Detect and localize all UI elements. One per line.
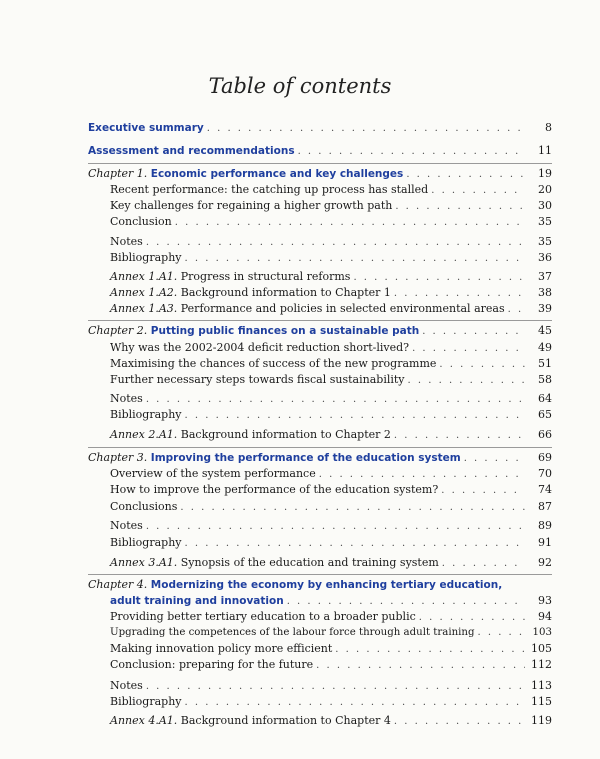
toc-entry-bibliography[interactable]: [110, 695, 552, 710]
toc-entry-label: [88, 578, 502, 592]
toc-entry[interactable]: [110, 199, 552, 214]
divider: [88, 574, 552, 575]
toc-page-number: 35: [538, 215, 552, 228]
leader-dots: [394, 287, 525, 301]
toc-page-number: 70: [538, 467, 552, 480]
leader-dots: [508, 303, 525, 317]
toc-page-number: 87: [538, 500, 552, 513]
toc-page-number: 119: [531, 714, 552, 727]
toc-chapter-1[interactable]: [88, 167, 552, 182]
toc-entry-label: Providing better tertiary education to a broader public: [110, 610, 416, 623]
annex-title: Background information to Chapter 1: [180, 286, 391, 299]
annex-title: Background information to Chapter 2: [180, 428, 391, 441]
toc-entry-label: Bibliography: [110, 536, 182, 549]
leader-dots: [441, 484, 525, 498]
toc-entry-label: [88, 167, 403, 181]
divider: [88, 320, 552, 321]
toc-page-number: 38: [538, 286, 552, 299]
toc-entry-notes[interactable]: [110, 679, 552, 694]
annex-title: Synopsis of the education and training system: [180, 556, 439, 569]
toc-page-number: 19: [538, 167, 552, 180]
toc-page-number: 94: [538, 610, 552, 623]
toc-page-number: 91: [538, 536, 552, 549]
chapter-title: Modernizing the economy by enhancing tertiary education,: [150, 579, 503, 591]
leader-dots: [464, 452, 525, 466]
toc-entry[interactable]: [110, 483, 552, 498]
chapter-prefix: Chapter 3.: [88, 451, 151, 464]
toc-entry-label: Notes: [110, 235, 143, 248]
chapter-prefix: Chapter 2.: [88, 324, 151, 337]
toc-page-number: 112: [531, 658, 552, 671]
toc-entry[interactable]: [110, 467, 552, 482]
toc-entry[interactable]: [110, 642, 552, 657]
page-title: Table of contents: [208, 74, 392, 98]
toc-page-number: 89: [538, 519, 552, 532]
toc-entry-label: Making innovation policy more efficient: [110, 642, 333, 655]
toc-entry-label: Notes: [110, 392, 143, 405]
toc-page-number: 92: [538, 556, 552, 569]
toc-entry-label: Conclusion: preparing for the future: [110, 658, 314, 671]
toc-entry-label: Recent performance: the catching up process has stalled: [110, 183, 429, 196]
toc-page-number: 51: [538, 357, 552, 370]
leader-dots: [180, 501, 525, 515]
chapter-prefix: Chapter 1.: [88, 167, 151, 180]
toc-page-number: 37: [538, 270, 552, 283]
toc-entry-label: Bibliography: [110, 695, 182, 708]
annex-title: Performance and policies in selected environmental areas: [180, 302, 505, 315]
toc-entry-annex[interactable]: [110, 302, 552, 317]
toc-entry-label: Bibliography: [110, 408, 182, 421]
toc-page-number: 93: [538, 594, 552, 607]
toc-entry-label: Notes: [110, 679, 143, 692]
toc-entry-label: How to improve the performance of the education system?: [110, 483, 439, 496]
leader-dots: [316, 659, 525, 673]
leader-dots: [175, 216, 525, 230]
toc-page-number: 115: [531, 695, 552, 708]
leader-dots: [298, 145, 525, 159]
toc-entry[interactable]: [110, 183, 552, 198]
leader-dots: [394, 715, 525, 729]
toc-page-number: 74: [538, 483, 552, 496]
annex-prefix: Annex 3.A1.: [110, 556, 181, 569]
toc-entry-notes[interactable]: [110, 392, 552, 407]
toc-chapter-3[interactable]: [88, 451, 552, 466]
toc-entry[interactable]: [110, 626, 552, 640]
toc-entry-notes[interactable]: [110, 235, 552, 250]
toc-entry-annex[interactable]: [110, 286, 552, 301]
toc-entry-label: Assessment and recommendations: [88, 145, 295, 157]
annex-prefix: Annex 1.A3.: [110, 302, 181, 315]
leader-dots: [185, 252, 526, 266]
toc-entry-notes[interactable]: [110, 519, 552, 534]
chapter-prefix: Chapter 4.: [88, 578, 151, 591]
toc-entry-annex[interactable]: [110, 428, 552, 443]
toc-page-number: 103: [532, 627, 552, 638]
toc-entry-annex[interactable]: [110, 556, 552, 571]
toc-entry[interactable]: [110, 357, 552, 372]
chapter-title: Improving the performance of the education system: [150, 452, 461, 464]
leader-dots: [207, 122, 525, 136]
toc-entry-label: [110, 270, 350, 284]
toc-page-number: 36: [538, 251, 552, 264]
annex-title: Progress in structural reforms: [180, 270, 351, 283]
toc-entry-label: Notes: [110, 519, 143, 532]
leader-dots: [185, 409, 526, 423]
leader-dots: [146, 236, 525, 250]
leader-dots: [146, 393, 525, 407]
leader-dots: [431, 184, 525, 198]
toc-page-number: 49: [538, 341, 552, 354]
toc-entry-label: Key challenges for regaining a higher growth path: [110, 199, 393, 212]
chapter-title: Putting public finances on a sustainable path: [150, 325, 420, 337]
toc-entry-label: Conclusion: [110, 215, 172, 228]
annex-prefix: Annex 1.A1.: [110, 270, 181, 283]
toc-entry[interactable]: [110, 215, 552, 230]
leader-dots: [353, 271, 525, 285]
leader-dots: [419, 611, 525, 625]
toc-entry-label: Conclusions: [110, 500, 178, 513]
leader-dots: [319, 468, 525, 482]
toc-entry-label: [88, 451, 461, 465]
toc-page-number: 45: [538, 324, 552, 337]
annex-prefix: Annex 1.A2.: [110, 286, 181, 299]
toc-entry-label: Overview of the system performance: [110, 467, 316, 480]
toc-entry-bibliography[interactable]: [110, 408, 552, 423]
leader-dots: [394, 429, 525, 443]
toc-entry-label: Upgrading the competences of the labour force through adult training: [110, 627, 475, 638]
divider: [88, 447, 552, 448]
toc-page-number: 35: [538, 235, 552, 248]
leader-dots: [439, 358, 525, 372]
toc-entry-label: Further necessary steps towards fiscal sustainability: [110, 373, 405, 386]
toc-entry[interactable]: [110, 500, 552, 515]
toc-page-number: 11: [538, 144, 552, 157]
toc-entry-annex[interactable]: [110, 270, 552, 285]
chapter-title-continued: adult training and innovation: [110, 595, 284, 607]
annex-title: Background information to Chapter 4: [180, 714, 391, 727]
leader-dots: [412, 342, 525, 356]
toc-entry[interactable]: [110, 373, 552, 388]
toc-entry-label: Maximising the chances of success of the new programme: [110, 357, 437, 370]
toc-page-number: 65: [538, 408, 552, 421]
leader-dots: [422, 325, 525, 339]
leader-dots: [408, 374, 525, 388]
leader-dots: [406, 168, 525, 182]
toc-entry-assessment[interactable]: [88, 144, 552, 159]
leader-dots: [477, 626, 525, 640]
toc-entry-label: Why was the 2002-2004 deficit reduction short-lived?: [110, 341, 410, 354]
toc-entry-label: [110, 302, 505, 316]
toc-entry-executive-summary[interactable]: [88, 121, 552, 136]
leader-dots: [185, 696, 526, 710]
toc-entry-label: Executive summary: [88, 122, 204, 134]
leader-dots: [287, 595, 525, 609]
toc-entry-label: [110, 428, 391, 442]
toc-page-number: 66: [538, 428, 552, 441]
leader-dots: [442, 557, 525, 571]
divider: [88, 163, 552, 164]
toc-chapter-2[interactable]: [88, 324, 552, 339]
toc-entry[interactable]: [110, 341, 552, 356]
toc-page-number: 113: [531, 679, 552, 692]
toc-entry-label: Bibliography: [110, 251, 182, 264]
toc-page-number: 20: [538, 183, 552, 196]
toc-entry-label: [110, 556, 439, 570]
toc-entry-label: [110, 286, 391, 300]
toc-page-number: 69: [538, 451, 552, 464]
toc-page-number: 105: [531, 642, 552, 655]
toc-entry[interactable]: [110, 658, 552, 673]
toc-chapter-4[interactable]: [88, 578, 552, 592]
toc-entry-bibliography[interactable]: [110, 536, 552, 551]
toc-entry-label: [110, 714, 391, 728]
leader-dots: [146, 520, 525, 534]
toc-page-number: 39: [538, 302, 552, 315]
toc-entry-annex[interactable]: [110, 714, 552, 729]
annex-prefix: Annex 4.A1.: [110, 714, 181, 727]
leader-dots: [395, 200, 525, 214]
toc-page-number: 58: [538, 373, 552, 386]
toc-entry-label: [88, 324, 419, 338]
toc-page-number: 8: [545, 121, 552, 134]
toc-page-number: 30: [538, 199, 552, 212]
leader-dots: [335, 643, 525, 657]
annex-prefix: Annex 2.A1.: [110, 428, 181, 441]
toc-page-number: 64: [538, 392, 552, 405]
leader-dots: [146, 680, 525, 694]
chapter-title: Economic performance and key challenges: [150, 168, 404, 180]
leader-dots: [185, 537, 526, 551]
toc-chapter-4-cont[interactable]: [110, 594, 552, 609]
toc-entry-bibliography[interactable]: [110, 251, 552, 266]
toc-entry[interactable]: [110, 610, 552, 625]
